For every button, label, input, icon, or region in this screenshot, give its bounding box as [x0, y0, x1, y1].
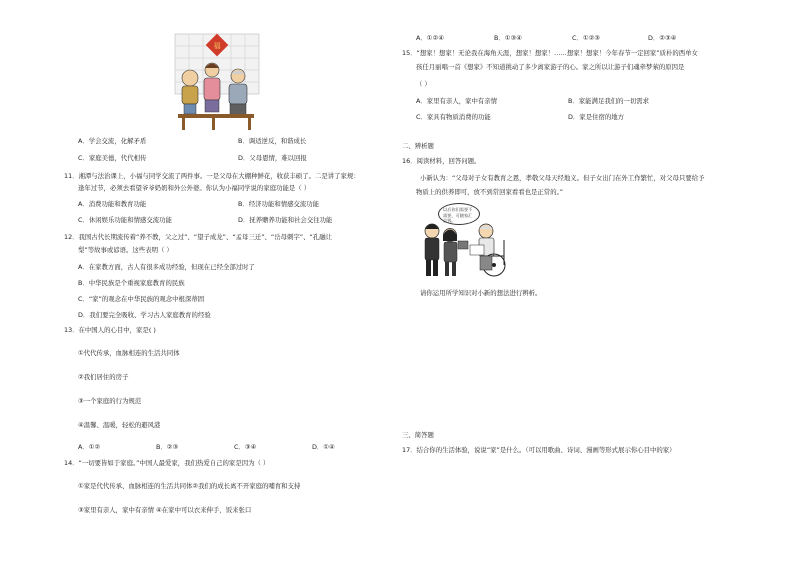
q10-option-c: C．家庭美德，代代相传: [78, 154, 147, 162]
q16-material-line-1: 小新认为：“父母对子女有教育之恩，孝敬父母天经地义。但子女出门在外工作繁忙，对父母只要给予: [420, 174, 705, 182]
q12-option-a: A．在家教方面，古人有很多成功经验，但现在已经全部过时了: [78, 263, 255, 271]
q11-option-a: A．消费功能和教育功能: [78, 200, 147, 208]
q16-question: 请你运用所学知识对小新的想法进行辨析。: [420, 289, 542, 297]
q11-option-b: B．经济功能和情感交流功能: [238, 200, 320, 208]
q15-option-a: A．家里有亲人，家中有亲情: [416, 97, 498, 105]
q14-item-line-1: ①家是代代传承、血脉相连的生活共同体②我们的成长离不开家庭的哺育和支持: [78, 482, 301, 490]
section-2-heading: 二、辨析题: [402, 142, 434, 150]
q12-stem-line-2: 梨”等故事或谚语。这些表明（ ）: [78, 246, 173, 254]
q17-stem: 17．结合你的生活体验，说说“家”是什么。（可以用歌曲、诗词、漫画等形式展示你心目中的家）: [402, 446, 676, 454]
q14-option-a: A．①②④: [416, 34, 444, 42]
q10-option-d: D．父母恩情，难以回报: [238, 154, 307, 162]
q16-material-line-2: 物质上的供养即可，放不到常回家看看也是正常的。”: [416, 188, 564, 196]
q12-option-b: B．中华民族是个重视家庭教育的民族: [78, 279, 185, 287]
family-cartoon-icon: [172, 32, 262, 132]
q13-option-c: C．③④: [234, 443, 257, 451]
q15-stem-line-2: 孩任月丽唱一首《想家》不知道挑动了多少离家游子的心。家之所以让游子们魂牵梦萦的原因是: [416, 63, 685, 71]
q13-item-4: ④温馨、温暖，轻松的避风港: [78, 421, 161, 429]
speech-bubble-text: 以后你们需要不需要，可随家汇总钱。: [443, 207, 473, 223]
q14-stem: 14．“一切要皆如于家庭。”中国人最爱家，我们热爱自己的家是因为（ ）: [64, 459, 270, 467]
q15-option-d: D．家是住宿的地方: [568, 113, 625, 121]
q11-option-c: C．休闲娱乐功能和情感交流功能: [78, 216, 172, 224]
q16-stem: 16．阅读材料，回答问题。: [402, 157, 481, 165]
q12-option-d: D．我们要完全吸收、学习古人家庭教育的经验: [78, 311, 211, 319]
q13-option-a: A．①②: [78, 443, 101, 451]
q11-option-d: D．抚养赡养功能和社会交往功能: [238, 216, 333, 224]
q11-stem-line-2: 逢年过节，必须去看望爷爷奶奶和外公外婆。你认为小福同学说的家庭功能是（ ）: [78, 184, 311, 192]
q14-option-d: D．②③④: [648, 34, 677, 42]
q13-option-d: D．①④: [312, 443, 335, 451]
q13-item-2: ②我们居住的房子: [78, 373, 129, 381]
svg-text:福: 福: [213, 42, 221, 50]
q13-item-1: ①代代传承，血脉相连的生活共同体: [78, 349, 180, 357]
q15-option-c: C．家具有物质消费的功能: [416, 113, 491, 121]
q12-option-c: C．“家”的观念在中华民族的观念中根深蒂固: [78, 295, 205, 303]
q10-option-a: A．学会交流，化解矛盾: [78, 137, 147, 145]
q10-option-b: B．调适逆反，和谐成长: [238, 137, 307, 145]
q15-stem-line-3: （ ）: [416, 80, 431, 88]
q14-item-line-2: ③家里有亲人，家中有亲情 ④在家中可以衣来伸手，饭来张口: [78, 506, 252, 514]
q15-stem-line-1: 15．“想家！想家！无论我在海角天涯，想家！想家！……想家！想家！今年春节一定回家”质朴的西单女: [402, 49, 698, 57]
speech-bubble: [438, 203, 478, 225]
q13-stem: 13．在中国人的心目中，家是( ): [64, 326, 156, 334]
q13-item-3: ③一个家庭的行为规范: [78, 397, 142, 405]
section-3-heading: 三、简答题: [402, 431, 434, 439]
q15-option-b: B．家能满足我们的一切需求: [568, 97, 650, 105]
q14-option-b: B．①③④: [494, 34, 522, 42]
q13-option-b: B．②③: [156, 443, 179, 451]
q14-option-c: C．①②③: [572, 34, 601, 42]
q12-stem-line-1: 12．我国古代长期流传着“养不教，父之过”、“望子成龙”、“孟母三迁”、“岳母刺字”、“孔融让: [64, 233, 332, 241]
q11-stem-line-1: 11．湘潭与法治课上，小福与同学交流了两件事。一是父母在大棚种鲜花，收获丰硕了。二是讲了家规：: [64, 172, 360, 180]
